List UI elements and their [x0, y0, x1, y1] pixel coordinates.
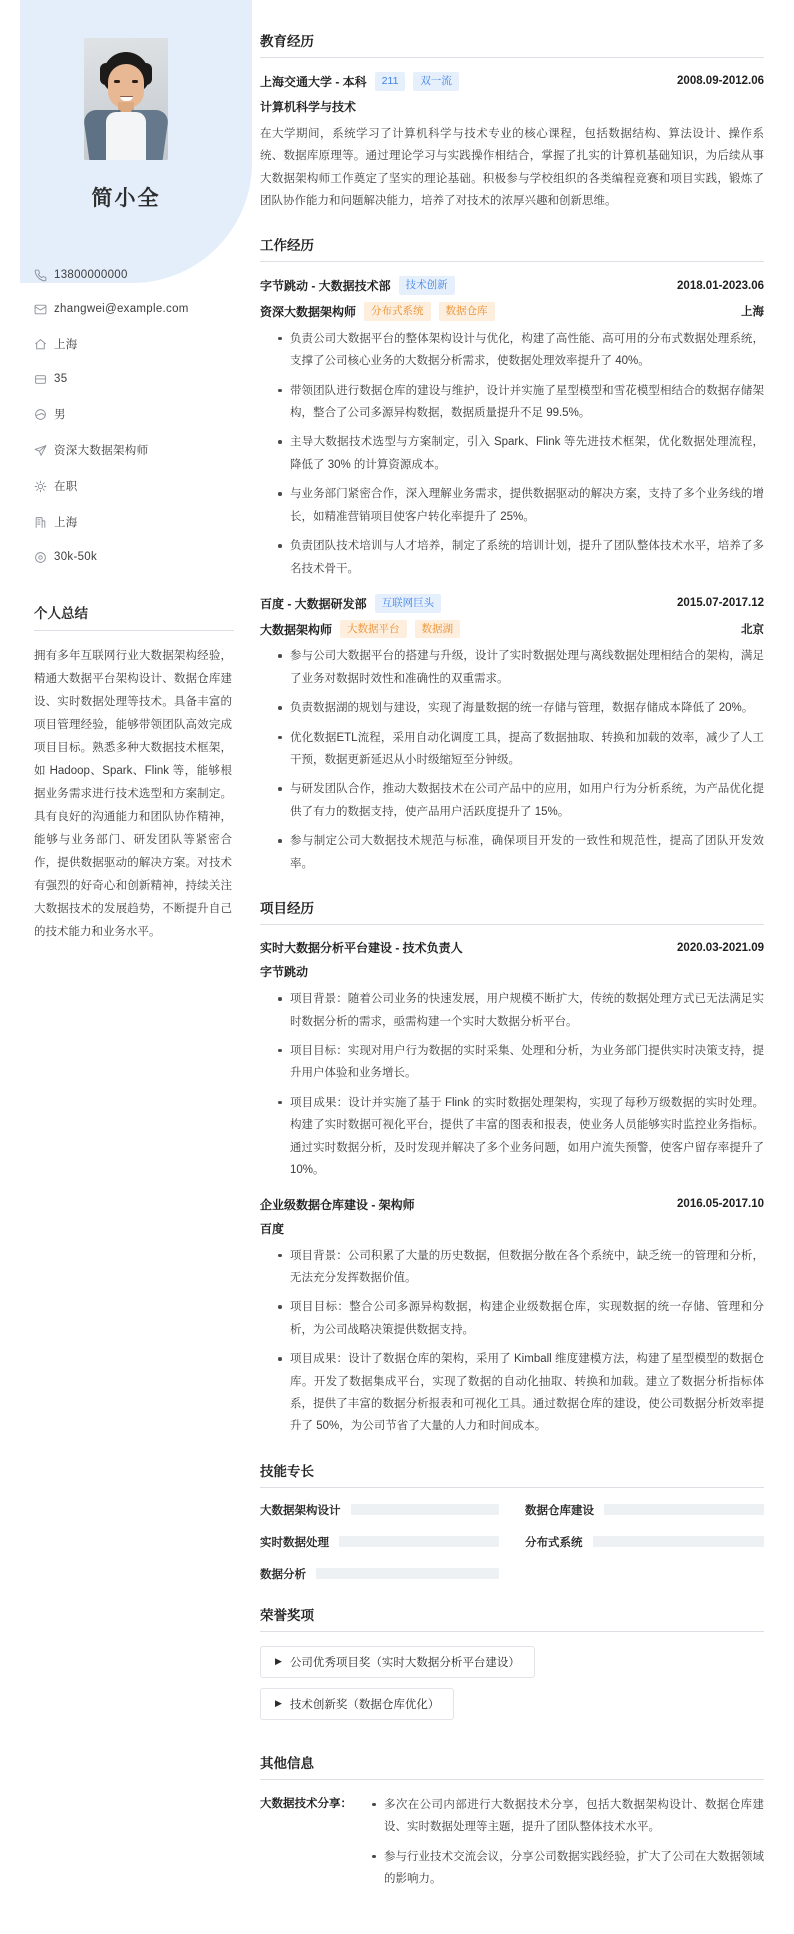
- awards-list: [260, 1646, 764, 1730]
- project-entry: [260, 1196, 764, 1438]
- skill-progress-bar: [316, 1568, 499, 1579]
- role-tag: 分布式系统: [364, 302, 431, 321]
- contact-value: 30k-50k: [54, 551, 98, 563]
- list-item: 负责公司大数据平台的整体架构设计与优化，构建了高性能、高可用的分布式数据处理系统，支撑了公司核心业务的大数据分析需求，使数据处理效率提升了 40%。: [278, 328, 764, 373]
- contact-value: 上海: [54, 517, 78, 529]
- list-item: 项目目标：整合公司多源异构数据，构建企业级数据仓库，实现数据的统一存储、管理和分析，为公司战略决策提供数据支持。: [278, 1296, 764, 1341]
- project-bullets: [260, 1245, 764, 1438]
- award-item[interactable]: [260, 1646, 535, 1678]
- candidate-name: 简小全: [91, 187, 161, 210]
- list-item: 项目成果：设计了数据仓库的架构，采用了 Kimball 维度建模方法，构建了星型模型的数据仓库。开发了数据集成平台，实现了数据的自动化抽取、转换和加载。建立了数据分析指标体系，提供了丰富的数据分析报表和可视化工具。通过数据仓库的建设，使公司数据分析效率提升了 50%，为公司节省了大量的人力和时间成本。: [278, 1348, 764, 1438]
- contact-item-salary: [34, 550, 234, 564]
- role-tag: 数据湖: [415, 620, 461, 639]
- work-date: 2018.01-2023.06: [677, 279, 764, 292]
- contact-item-gender: [34, 406, 234, 422]
- paper-plane-icon: [34, 443, 54, 457]
- role-tag: 数据仓库: [439, 302, 495, 321]
- project-company: 百度: [260, 1221, 285, 1236]
- education-entry: [260, 72, 764, 212]
- project-bullets: [260, 988, 764, 1181]
- education-entry-header: [260, 72, 764, 91]
- work-entry-header: [260, 276, 764, 295]
- gender-icon: [34, 407, 54, 421]
- list-item: 带领团队进行数据仓库的建设与维护，设计并实施了星型模型和雪花模型相结合的数据存储架构，整合了公司多源异构数据，数据质量提升不足 99.5%。: [278, 380, 764, 425]
- skill-label: 实时数据处理: [260, 1536, 329, 1549]
- project-date: 2020.03-2021.09: [677, 941, 764, 954]
- summary-text: 拥有多年互联网行业大数据架构经验，精通大数据平台架构设计、数据仓库建设、实时数据处理等技术。具备丰富的项目管理经验，能够带领团队高效完成项目目标。熟悉多种大数据技术框架，如 Hadoop、Spark、Flink 等，能够根据业务需求进行技术选型和方案制定。具有良好的沟通能力和团队协作精神，能够与业务部门、研发团队等紧密合作，提供数据驱动的解决方案。对技术有强烈的好奇心和创新精神，持续关注大数据技术的发展趋势，不断提升自己的技术能力和业务水平。: [34, 650, 232, 938]
- skill-row: [525, 1534, 764, 1550]
- school-name: 上海交通大学 - 本科: [260, 74, 367, 89]
- skill-label: 分布式系统: [525, 1536, 583, 1549]
- role-tag: 大数据平台: [340, 620, 407, 639]
- skill-label: 数据分析: [260, 1568, 306, 1581]
- contact-item-status: [34, 478, 234, 494]
- contact-item-work-city: [34, 514, 234, 530]
- company-name: 字节跳动 - 大数据技术部: [260, 279, 391, 294]
- list-item: 项目成果：设计并实施了基于 Flink 的实时数据处理架构，实现了每秒万级数据的实时处理。构建了实时数据可视化平台，提供了丰富的图表和报表，使业务人员能够实时监控业务指标。通过实时数据分析，及时发现并解决了多个业务问题，如用户流失预警，使客户留存率提升了 10%。: [278, 1092, 764, 1182]
- contact-list: [0, 268, 252, 564]
- home-icon: [34, 337, 54, 351]
- section-awards: [260, 1604, 764, 1730]
- project-name: 实时大数据分析平台建设 - 技术负责人: [260, 941, 463, 956]
- project-name: 企业级数据仓库建设 - 架构师: [260, 1197, 415, 1212]
- contact-item-age: [34, 372, 234, 386]
- caret-right-icon: ▶: [275, 1656, 282, 1667]
- section-title-projects: 项目经历: [260, 897, 764, 925]
- section-skills: [260, 1460, 764, 1582]
- skill-progress-bar: [604, 1504, 764, 1515]
- list-item: 与研发团队合作，推动大数据技术在公司产品中的应用，如用户行为分析系统，为产品优化提供了有力的数据支持，使产品用户活跃度提升了 15%。: [278, 778, 764, 823]
- education-date: 2008.09-2012.06: [677, 75, 764, 88]
- list-item: 优化数据ETL流程，采用自动化调度工具，提高了数据抽取、转换和加载的效率，减少了人工干预，数据更新延迟从小时级缩短至分钟级。: [278, 727, 764, 772]
- work-role-row: [260, 302, 764, 321]
- skill-row: [525, 1502, 764, 1518]
- list-item: 主导大数据技术选型与方案制定，引入 Spark、Flink 等先进技术框架，优化数据处理流程，降低了 30% 的计算资源成本。: [278, 431, 764, 476]
- skill-label: 数据仓库建设: [525, 1504, 594, 1517]
- work-location: 上海: [741, 306, 764, 319]
- other-group: [260, 1794, 764, 1898]
- main-content: [252, 0, 794, 1934]
- work-entry: [260, 276, 764, 580]
- contact-item-email: [34, 302, 234, 316]
- section-other: [260, 1752, 764, 1898]
- list-item: 负责团队技术培训与人才培养，制定了系统的培训计划，提升了团队整体技术水平，培养了多名技术骨干。: [278, 535, 764, 580]
- contact-value: 在职: [54, 481, 78, 493]
- avatar: [84, 38, 168, 160]
- skill-progress-bar: [351, 1504, 500, 1515]
- skill-progress-bar: [593, 1536, 765, 1547]
- skill-row: [260, 1566, 499, 1582]
- work-bullets: [260, 328, 764, 580]
- section-projects: [260, 897, 764, 1438]
- skill-row: [260, 1534, 499, 1550]
- list-item: 参与制定公司大数据技术规范与标准，确保项目开发的一致性和规范性，提高了团队开发效率。: [278, 830, 764, 875]
- education-description: 在大学期间，系统学习了计算机科学与技术专业的核心课程，包括数据结构、算法设计、操作系统、数据库原理等。通过理论学习与实践操作相结合，掌握了扎实的计算机基础知识，为后续从事大数据架构师工作奠定了坚实的理论基础。积极参与学校组织的各类编程竞赛和项目实践，锻炼了团队协作能力和问题解决能力，培养了对技术的浓厚兴趣和创新思维。: [260, 127, 764, 207]
- work-role-row: [260, 620, 764, 639]
- section-education: [260, 30, 764, 212]
- contact-value: 13800000000: [54, 269, 128, 281]
- skill-progress-bar: [339, 1536, 499, 1547]
- award-label: 技术创新奖（数据仓库优化）: [289, 1698, 440, 1711]
- skill-row: [260, 1502, 499, 1518]
- contact-value: 资深大数据架构师: [54, 445, 149, 457]
- phone-icon: [34, 268, 54, 282]
- caret-right-icon: ▶: [275, 1698, 282, 1709]
- section-title-other: 其他信息: [260, 1752, 764, 1780]
- job-title: 资深大数据架构师: [260, 304, 357, 319]
- job-title: 大数据架构师: [260, 622, 333, 637]
- company-tag: 技术创新: [399, 276, 455, 295]
- other-bullets: [366, 1794, 764, 1891]
- sidebar: [0, 0, 252, 984]
- school-tag: 211: [375, 72, 406, 91]
- summary-section-title: 个人总结: [34, 602, 234, 631]
- skill-label: 大数据架构设计: [260, 1504, 341, 1517]
- skills-grid: [260, 1502, 764, 1582]
- contact-item-position: [34, 442, 234, 458]
- list-item: 与业务部门紧密合作，深入理解业务需求，提供数据驱动的解决方案，支持了多个业务线的增长，如精准营销项目使客户转化率提升了 25%。: [278, 483, 764, 528]
- building-icon: [34, 515, 54, 529]
- project-company: 字节跳动: [260, 965, 309, 980]
- contact-value: 男: [54, 409, 66, 421]
- list-item: 多次在公司内部进行大数据技术分享，包括大数据架构设计、数据仓库建设、实时数据处理等主题，提升了团队整体技术水平。: [372, 1794, 764, 1839]
- list-item: 项目目标：实现对用户行为数据的实时采集、处理和分析，为业务部门提供实时决策支持，提升用户体验和业务增长。: [278, 1040, 764, 1085]
- award-item[interactable]: [260, 1688, 454, 1720]
- award-label: 公司优秀项目奖（实时大数据分析平台建设）: [289, 1656, 520, 1669]
- avatar-wrapper: [0, 0, 252, 160]
- salary-icon: [34, 550, 54, 564]
- project-entry-header: [260, 939, 764, 956]
- list-item: 参与行业技术交流会议，分享公司数据实践经验，扩大了公司在大数据领域的影响力。: [372, 1846, 764, 1891]
- contact-value: 上海: [54, 339, 78, 351]
- section-title-skills: 技能专长: [260, 1460, 764, 1488]
- list-item: 项目背景：公司积累了大量的历史数据，但数据分散在各个系统中，缺乏统一的管理和分析，无法充分发挥数据价值。: [278, 1245, 764, 1290]
- other-group-label: 大数据技术分享：: [260, 1797, 352, 1810]
- contact-item-hometown: [34, 336, 234, 352]
- contact-value: zhangwei@example.com: [54, 303, 189, 315]
- company-tag: 互联网巨头: [375, 594, 442, 613]
- section-title-work: 工作经历: [260, 234, 764, 262]
- work-date: 2015.07-2017.12: [677, 597, 764, 610]
- work-location: 北京: [741, 624, 764, 636]
- company-name: 百度 - 大数据研发部: [260, 596, 367, 611]
- work-entry-header: [260, 594, 764, 613]
- mail-icon: [34, 302, 54, 316]
- status-icon: [34, 479, 54, 493]
- list-item: 项目背景：随着公司业务的快速发展，用户规模不断扩大，传统的数据处理方式已无法满足实时数据分析的需求，亟需构建一个实时大数据分析平台。: [278, 988, 764, 1033]
- contact-value: 35: [54, 373, 68, 385]
- section-title-awards: 荣誉奖项: [260, 1604, 764, 1632]
- work-entry: [260, 594, 764, 875]
- section-work: [260, 234, 764, 875]
- contact-item-phone: [34, 268, 234, 282]
- list-item: 参与公司大数据平台的搭建与升级，设计了实时数据处理与离线数据处理相结合的架构，满足了业务对数据时效性和准确性的双重需求。: [278, 645, 764, 690]
- list-item: 负责数据湖的规划与建设，实现了海量数据的统一存储与管理，数据存储成本降低了 20%。: [278, 697, 764, 719]
- project-date: 2016.05-2017.10: [677, 1198, 764, 1211]
- work-bullets: [260, 645, 764, 875]
- section-title-education: 教育经历: [260, 30, 764, 58]
- project-entry-header: [260, 1196, 764, 1213]
- id-card-icon: [34, 372, 54, 386]
- project-entry: [260, 939, 764, 1181]
- school-tag: 双一流: [413, 72, 459, 91]
- education-major: 计算机科学与技术: [260, 99, 357, 114]
